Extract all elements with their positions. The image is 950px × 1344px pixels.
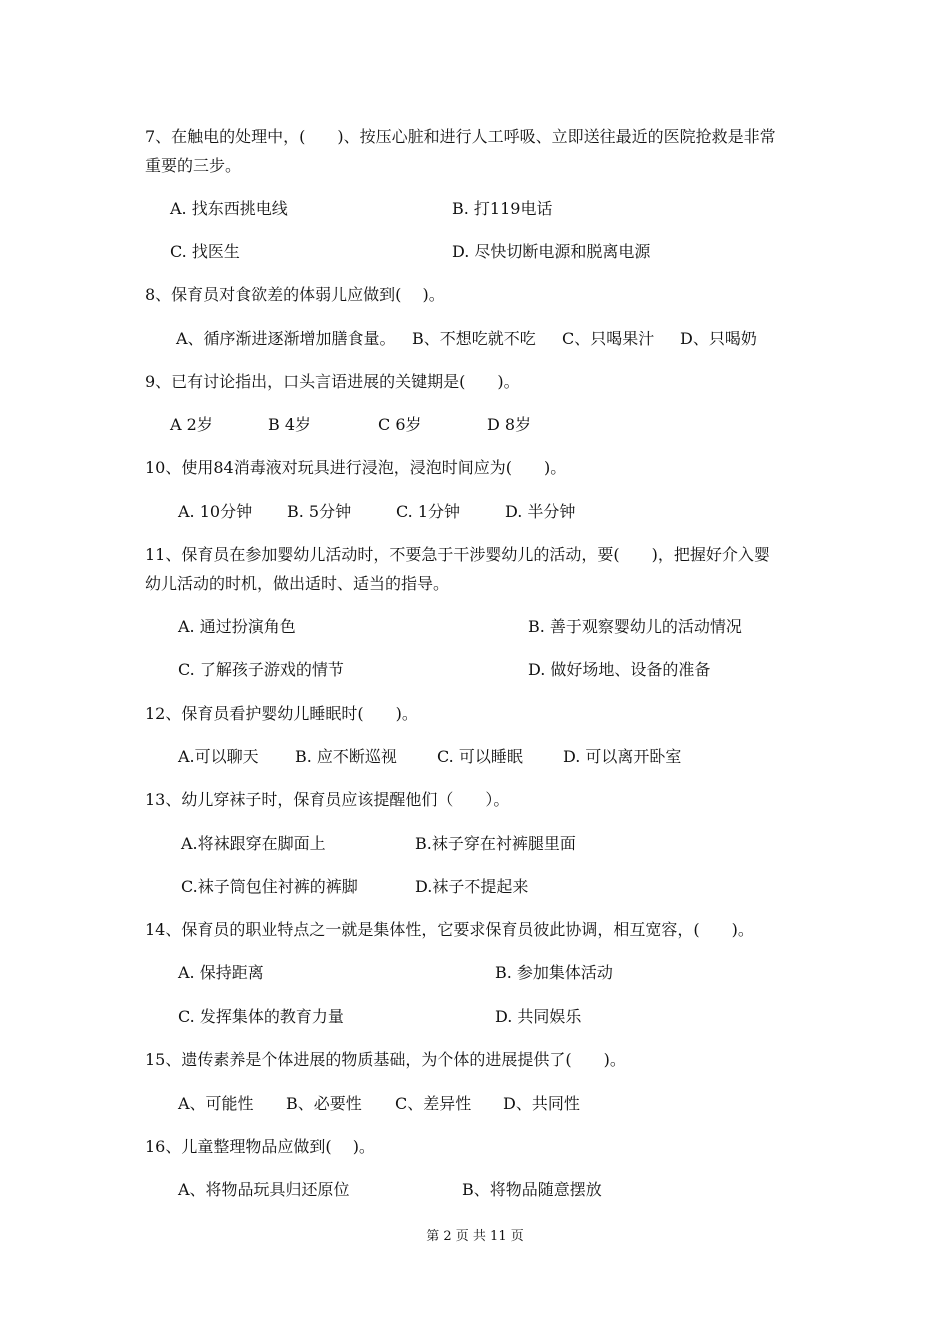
question-8-option-c: C、只喝果汁 bbox=[562, 329, 655, 348]
question-15-option-d: D、共同性 bbox=[503, 1094, 580, 1113]
question-11-option-b: B. 善于观察婴幼儿的活动情况 bbox=[528, 617, 742, 636]
question-7-option-d: D. 尽快切断电源和脱离电源 bbox=[452, 242, 651, 261]
question-12-option-d: D. 可以离开卧室 bbox=[563, 747, 682, 766]
question-7-stem-line-1: 7、在触电的处理中，( )、按压心脏和进行人工呼吸、立即送往最近的医院抢救是非常 bbox=[145, 127, 776, 146]
question-9-option-d: D 8岁 bbox=[487, 415, 532, 434]
question-11-option-d: D. 做好场地、设备的准备 bbox=[528, 660, 711, 679]
question-11-stem-line-2: 幼儿活动的时机，做出适时、适当的指导。 bbox=[145, 574, 450, 593]
question-9-option-a: A 2岁 bbox=[170, 415, 213, 434]
question-13-option-b: B.袜子穿在衬裤腿里面 bbox=[415, 834, 576, 853]
question-11-option-a: A. 通过扮演角色 bbox=[178, 617, 296, 636]
question-12-option-a: A.可以聊天 bbox=[178, 747, 259, 766]
question-9-option-c: C 6岁 bbox=[378, 415, 422, 434]
question-14-option-d: D. 共同娱乐 bbox=[495, 1007, 582, 1026]
question-16-option-b: B、将物品随意摆放 bbox=[462, 1180, 602, 1199]
question-11-option-c: C. 了解孩子游戏的情节 bbox=[178, 660, 344, 679]
question-15-option-b: B、必要性 bbox=[286, 1094, 362, 1113]
question-8-stem: 8、保育员对食欲差的体弱儿应做到( )。 bbox=[145, 285, 445, 304]
question-8-option-a: A、循序渐进逐渐增加膳食量。 bbox=[176, 329, 396, 348]
question-8-option-d: D、只喝奶 bbox=[680, 329, 757, 348]
question-13-option-c: C.袜子筒包住衬裤的裤脚 bbox=[181, 877, 358, 896]
question-14-option-c: C. 发挥集体的教育力量 bbox=[178, 1007, 344, 1026]
question-15-option-a: A、可能性 bbox=[178, 1094, 254, 1113]
question-12-option-b: B. 应不断巡视 bbox=[295, 747, 397, 766]
page-footer: 第 2 页 共 11 页 bbox=[426, 1229, 524, 1244]
question-14-option-a: A. 保持距离 bbox=[178, 963, 264, 982]
question-14-stem: 14、保育员的职业特点之一就是集体性，它要求保育员彼此协调，相互宽容，( )。 bbox=[145, 920, 754, 939]
question-9-option-b: B 4岁 bbox=[268, 415, 312, 434]
question-12-option-c: C. 可以睡眠 bbox=[437, 747, 523, 766]
question-10-option-b: B. 5分钟 bbox=[287, 502, 352, 521]
question-15-option-c: C、差异性 bbox=[395, 1094, 472, 1113]
question-10-stem: 10、使用84消毒液对玩具进行浸泡，浸泡时间应为( )。 bbox=[145, 458, 567, 477]
question-10-option-a: A. 10分钟 bbox=[178, 502, 253, 521]
question-14-option-b: B. 参加集体活动 bbox=[495, 963, 613, 982]
question-16-option-a: A、将物品玩具归还原位 bbox=[178, 1180, 350, 1199]
question-15-stem: 15、遗传素养是个体进展的物质基础，为个体的进展提供了( )。 bbox=[145, 1050, 626, 1069]
question-13-option-a: A.将袜跟穿在脚面上 bbox=[181, 834, 326, 853]
question-11-stem-line-1: 11、保育员在参加婴幼儿活动时，不要急于干涉婴幼儿的活动，要( )，把握好介入婴 bbox=[145, 545, 770, 564]
question-16-stem: 16、儿童整理物品应做到( )。 bbox=[145, 1137, 375, 1156]
question-7-option-b: B. 打119电话 bbox=[452, 199, 553, 218]
question-7-option-c: C. 找医生 bbox=[170, 242, 240, 261]
question-9-stem: 9、已有讨论指出，口头言语进展的关键期是( )。 bbox=[145, 372, 520, 391]
question-7-option-a: A. 找东西挑电线 bbox=[170, 199, 288, 218]
question-12-stem: 12、保育员看护婴幼儿睡眠时( )。 bbox=[145, 704, 418, 723]
question-10-option-d: D. 半分钟 bbox=[505, 502, 576, 521]
question-7-stem-line-2: 重要的三步。 bbox=[145, 156, 242, 175]
question-13-stem: 13、幼儿穿袜子时，保育员应该提醒他们（ ）。 bbox=[145, 790, 510, 809]
question-8-option-b: B、不想吃就不吃 bbox=[412, 329, 536, 348]
question-10-option-c: C. 1分钟 bbox=[396, 502, 461, 521]
question-13-option-d: D.袜子不提起来 bbox=[415, 877, 529, 896]
